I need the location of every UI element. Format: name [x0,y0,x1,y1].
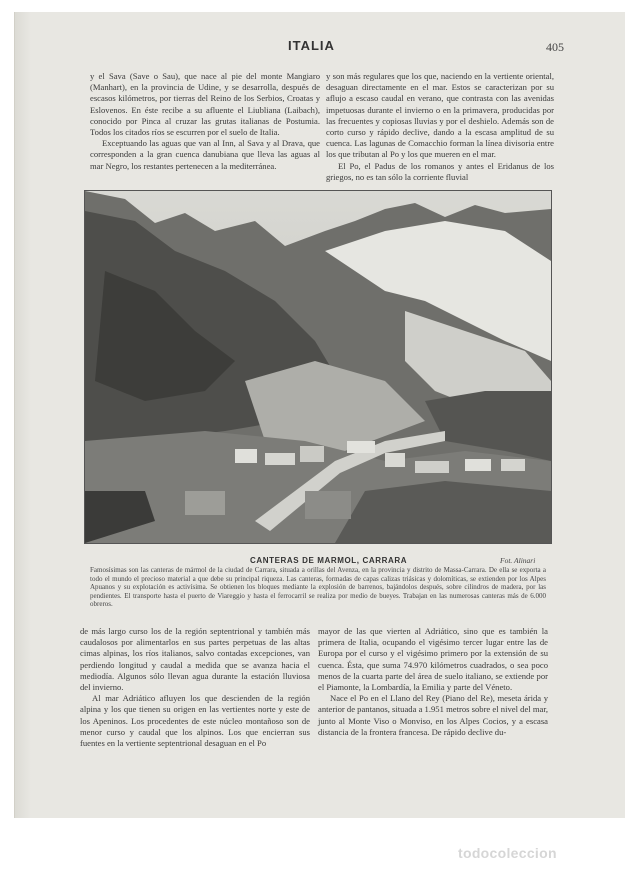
paragraph: de más largo curso los de la región septentrional y también más caudalosos por alimentarlos en sus partes perpetuas de las altas cimas alpinas, los ríos italianos, salvo contadas excepciones, van perdiendo longitud y caudal a medida que se avanza hacia el mediodía. Algunos sólo llevan agua durante la estación lluviosa del invierno. [80,626,310,693]
text-column-bottom-left [80,626,310,749]
running-title: ITALIA [288,38,335,53]
paragraph: Nace el Po en el Llano del Rey (Piano del Re), meseta árida y anterior de pantanos, situada a 1.951 metros sobre el nivel del mar, junto al Monte Viso o Monviso, en los Alpes Cocios, y a escasa distancia de la frontera francesa. De rápido declive du- [318,693,548,737]
page-gutter [15,12,31,818]
text-column-top-left [90,71,320,172]
quarry-illustration [85,191,551,543]
paragraph: y son más regulares que los que, naciendo en la vertiente oriental, desaguan directamente en el mar. Estos se caracterizan por su aflujo a escaso caudal en verano, que contrasta con las avenidas impetuosas durante el invierno o en la primavera, producidas por las frecuentes y copiosas lluvias y por el deshielo. Además son de corto curso y rápido declive, dando a la escasa amplitud de su cuenca. Las lagunas de Comacchio forman la línea divisoria entre los que tributan al Po y los que mueren en el mar. [326,71,554,160]
marble-quarry-photo [84,190,552,544]
paragraph: y el Sava (Save o Sau), que nace al pie del monte Mangiaro (Manhart), en la provincia de Udine, y se desarrolla, después de escasos kilómetros, por tierras del Reino de los Serbios, Croatas y Eslovenos. En éste recibe a su afluente el Liubliana (Laibach), conocido por Pinca al cruzar las grutas italianas de Postumia. Todos los citados ríos se escurren por el suelo de Italia. [90,71,320,138]
watermark-logo: todocoleccion [458,845,557,861]
paragraph: Al mar Adriático afluyen los que descienden de la región alpina y los que tienen su origen en las vertientes norte y este de los Apeninos. Los procedentes de este núcleo montañoso son de menor curso y caudal que los alpinos. Los que encierran sus fuentes en la vertiente septentrional desaguan en el Po [80,693,310,749]
text-column-top-right [326,71,554,183]
figure-caption-title: CANTERAS DE MARMOL, CARRARA [250,556,408,565]
paragraph: Exceptuando las aguas que van al Inn, al Sava y al Drava, que corresponden a la gran cuenca danubiana que lleva las aguas al mar Negro, los restantes pertenecen a la mediterránea. [90,138,320,171]
page-number: 405 [546,40,564,54]
paragraph: mayor de las que vierten al Adriático, sino que es también la primera de Italia, ocupando el vigésimo tercer lugar entre las de Europa por el curso y el vigésimo primero por la extensión de su cuenca. Ésta, que suma 74.970 kilómetros cuadrados, o sea poco menos de la cuarta parte del área de suelo italiano, se extiende por el Piamonte, la Lombardía, la Emilia y parte del Véneto. [318,626,548,693]
text-column-bottom-right [318,626,548,738]
paragraph: El Po, el Padus de los romanos y antes el Eridanus de los griegos, no es tan sólo la corriente fluvial [326,160,554,182]
figure-caption-text: Famosísimas son las canteras de mármol de la ciudad de Carrara, situada a orillas del Avenza, en la provincia y distrito de Massa-Carrara. De ella se exporta a todo el mundo el precioso material a que debe su principal riqueza. Las canteras, formadas de capas calizas triásicas y dolomíticas, se extienden por los Alpes Apuanos y su explotación es activísima. Se obtienen los bloques mediante la explosión de barrenos, bajándolos después, sobre cilindros de madera, por las pendientes. El transporte hasta el puerto de Viareggio y hasta el ferrocarril se realiza por medio de bueyes. Trabajan en las numerosas canteras más de 6.000 obreros. [90,566,546,609]
photo-credit: Fot. Alinari [500,556,536,565]
